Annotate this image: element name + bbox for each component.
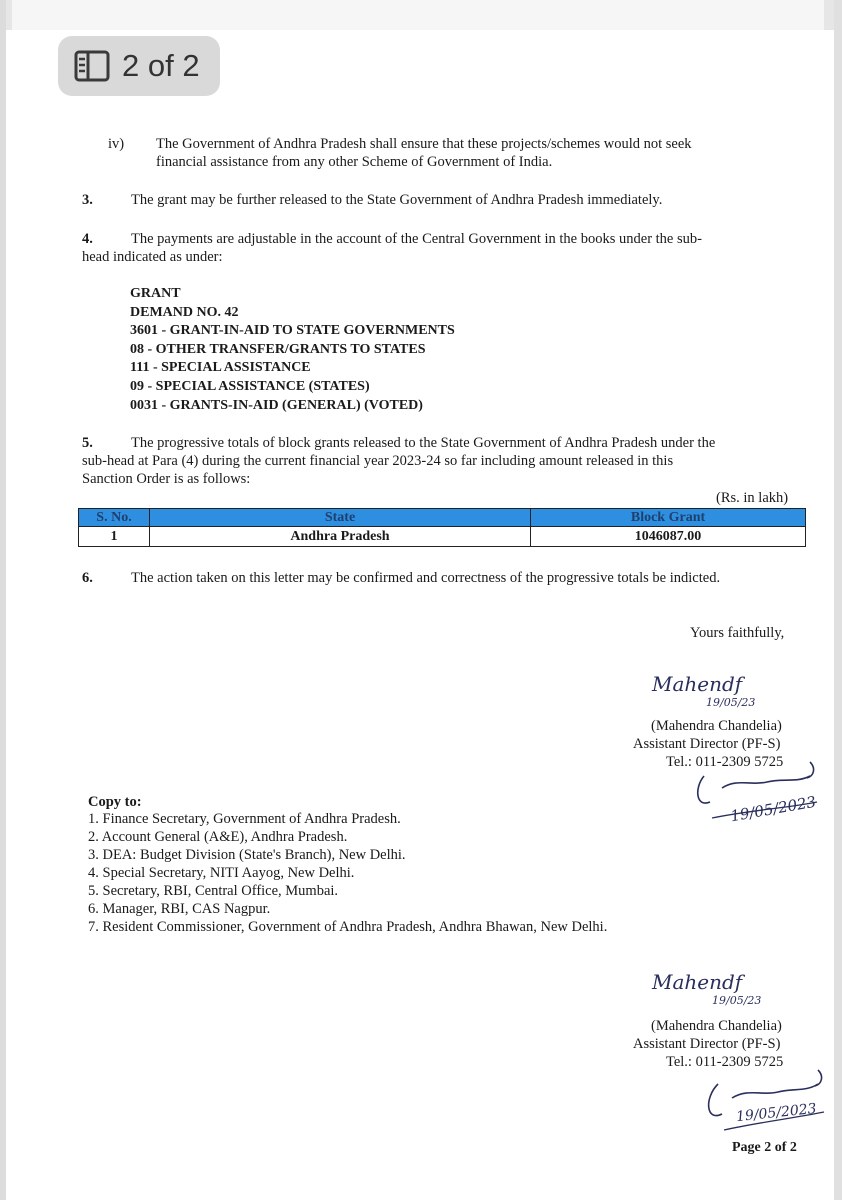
para-5-line-1: The progressive totals of block grants released to the State Government of Andhra Pradesh under the xyxy=(131,435,716,451)
para-4-line-2: head indicated as under: xyxy=(82,249,223,265)
cell-state: Andhra Pradesh xyxy=(150,527,531,547)
copy-to-item: 3. DEA: Budget Division (State's Branch), New Delhi. xyxy=(88,847,406,863)
page-footer: Page 2 of 2 xyxy=(732,1140,797,1155)
para-4-line-1: The payments are adjustable in the account of the Central Government in the books under the sub- xyxy=(131,231,702,247)
block-grant-table xyxy=(78,508,806,547)
signatory-designation: Assistant Director (PF-S) xyxy=(633,736,781,752)
para-6-number: 6. xyxy=(82,570,93,586)
column-header-sno: S. No. xyxy=(79,509,150,527)
copy-to-item: 6. Manager, RBI, CAS Nagpur. xyxy=(88,901,271,917)
page-indicator-label: 2 of 2 xyxy=(122,48,200,83)
para-5-line-2: sub-head at Para (4) during the current financial year 2023-24 so far including amount released in this xyxy=(82,453,674,469)
signatory-name: (Mahendra Chandelia) xyxy=(651,718,782,734)
para-4-number: 4. xyxy=(82,231,93,247)
page-view-icon xyxy=(74,50,110,82)
para-5-number: 5. xyxy=(82,435,93,451)
initial-date: 19/05/2023 xyxy=(729,792,818,826)
para-3-text: The grant may be further released to the State Government of Andhra Pradesh immediately. xyxy=(131,192,663,208)
signatory-designation: Assistant Director (PF-S) xyxy=(633,1036,781,1052)
budget-head-line: 0031 - GRANTS-IN-AID (GENERAL) (VOTED) xyxy=(130,397,423,413)
para-iv-number: iv) xyxy=(108,136,125,152)
copy-to-heading: Copy to: xyxy=(88,794,142,810)
budget-head-line: 111 - SPECIAL ASSISTANCE xyxy=(130,360,311,376)
signature: Mahendf xyxy=(652,970,743,994)
copy-to-item: 1. Finance Secretary, Government of Andhra Pradesh. xyxy=(88,811,401,827)
previous-page-edge xyxy=(0,0,842,30)
budget-head-line: 08 - OTHER TRANSFER/GRANTS TO STATES xyxy=(130,341,426,357)
cell-sno: 1 xyxy=(79,527,150,547)
signature-date: 19/05/23 xyxy=(706,696,756,709)
column-header-block-grant: Block Grant xyxy=(531,509,806,527)
para-6-text: The action taken on this letter may be confirmed and correctness of the progressive totals be indicted. xyxy=(131,570,721,586)
para-5-line-3: Sanction Order is as follows: xyxy=(82,471,251,487)
copy-to-item: 4. Special Secretary, NITI Aayog, New Delhi. xyxy=(88,865,355,881)
cell-block-grant: 1046087.00 xyxy=(531,527,806,547)
page-indicator-badge[interactable] xyxy=(58,36,220,96)
signatory-tel: Tel.: 011-2309 5725 xyxy=(666,754,784,770)
signature-date: 19/05/23 xyxy=(712,994,762,1007)
signatory-name: (Mahendra Chandelia) xyxy=(651,1018,782,1034)
column-header-state: State xyxy=(150,509,531,527)
budget-head-block xyxy=(130,285,455,415)
budget-head-line: GRANT xyxy=(130,286,181,301)
budget-head-line: DEMAND NO. 42 xyxy=(130,304,239,320)
signatory-tel: Tel.: 011-2309 5725 xyxy=(666,1054,784,1070)
copy-to-item: 5. Secretary, RBI, Central Office, Mumbai. xyxy=(88,883,339,899)
table-row xyxy=(79,527,806,547)
closing-text: Yours faithfully, xyxy=(690,625,785,641)
para-iv-line-2: financial assistance from any other Scheme of Government of India. xyxy=(156,154,553,170)
budget-head-line: 3601 - GRANT-IN-AID TO STATE GOVERNMENTS xyxy=(130,323,455,339)
copy-to-item: 2. Account General (A&E), Andhra Pradesh. xyxy=(88,829,348,845)
signature: Mahendf xyxy=(652,672,743,696)
right-page-edge xyxy=(834,0,842,1200)
initial-date: 19/05/2023 xyxy=(735,1100,818,1126)
initials-mark xyxy=(700,1064,828,1136)
copy-to-item: 7. Resident Commissioner, Government of Andhra Pradesh, Andhra Bhawan, New Delhi. xyxy=(88,919,608,935)
budget-head-line: 09 - SPECIAL ASSISTANCE (STATES) xyxy=(130,378,370,394)
para-3-number: 3. xyxy=(82,192,93,208)
unit-note: (Rs. in lakh) xyxy=(716,490,789,506)
para-iv-line-1: The Government of Andhra Pradesh shall ensure that these projects/schemes would not seek xyxy=(156,136,692,152)
left-page-edge xyxy=(0,0,6,1200)
